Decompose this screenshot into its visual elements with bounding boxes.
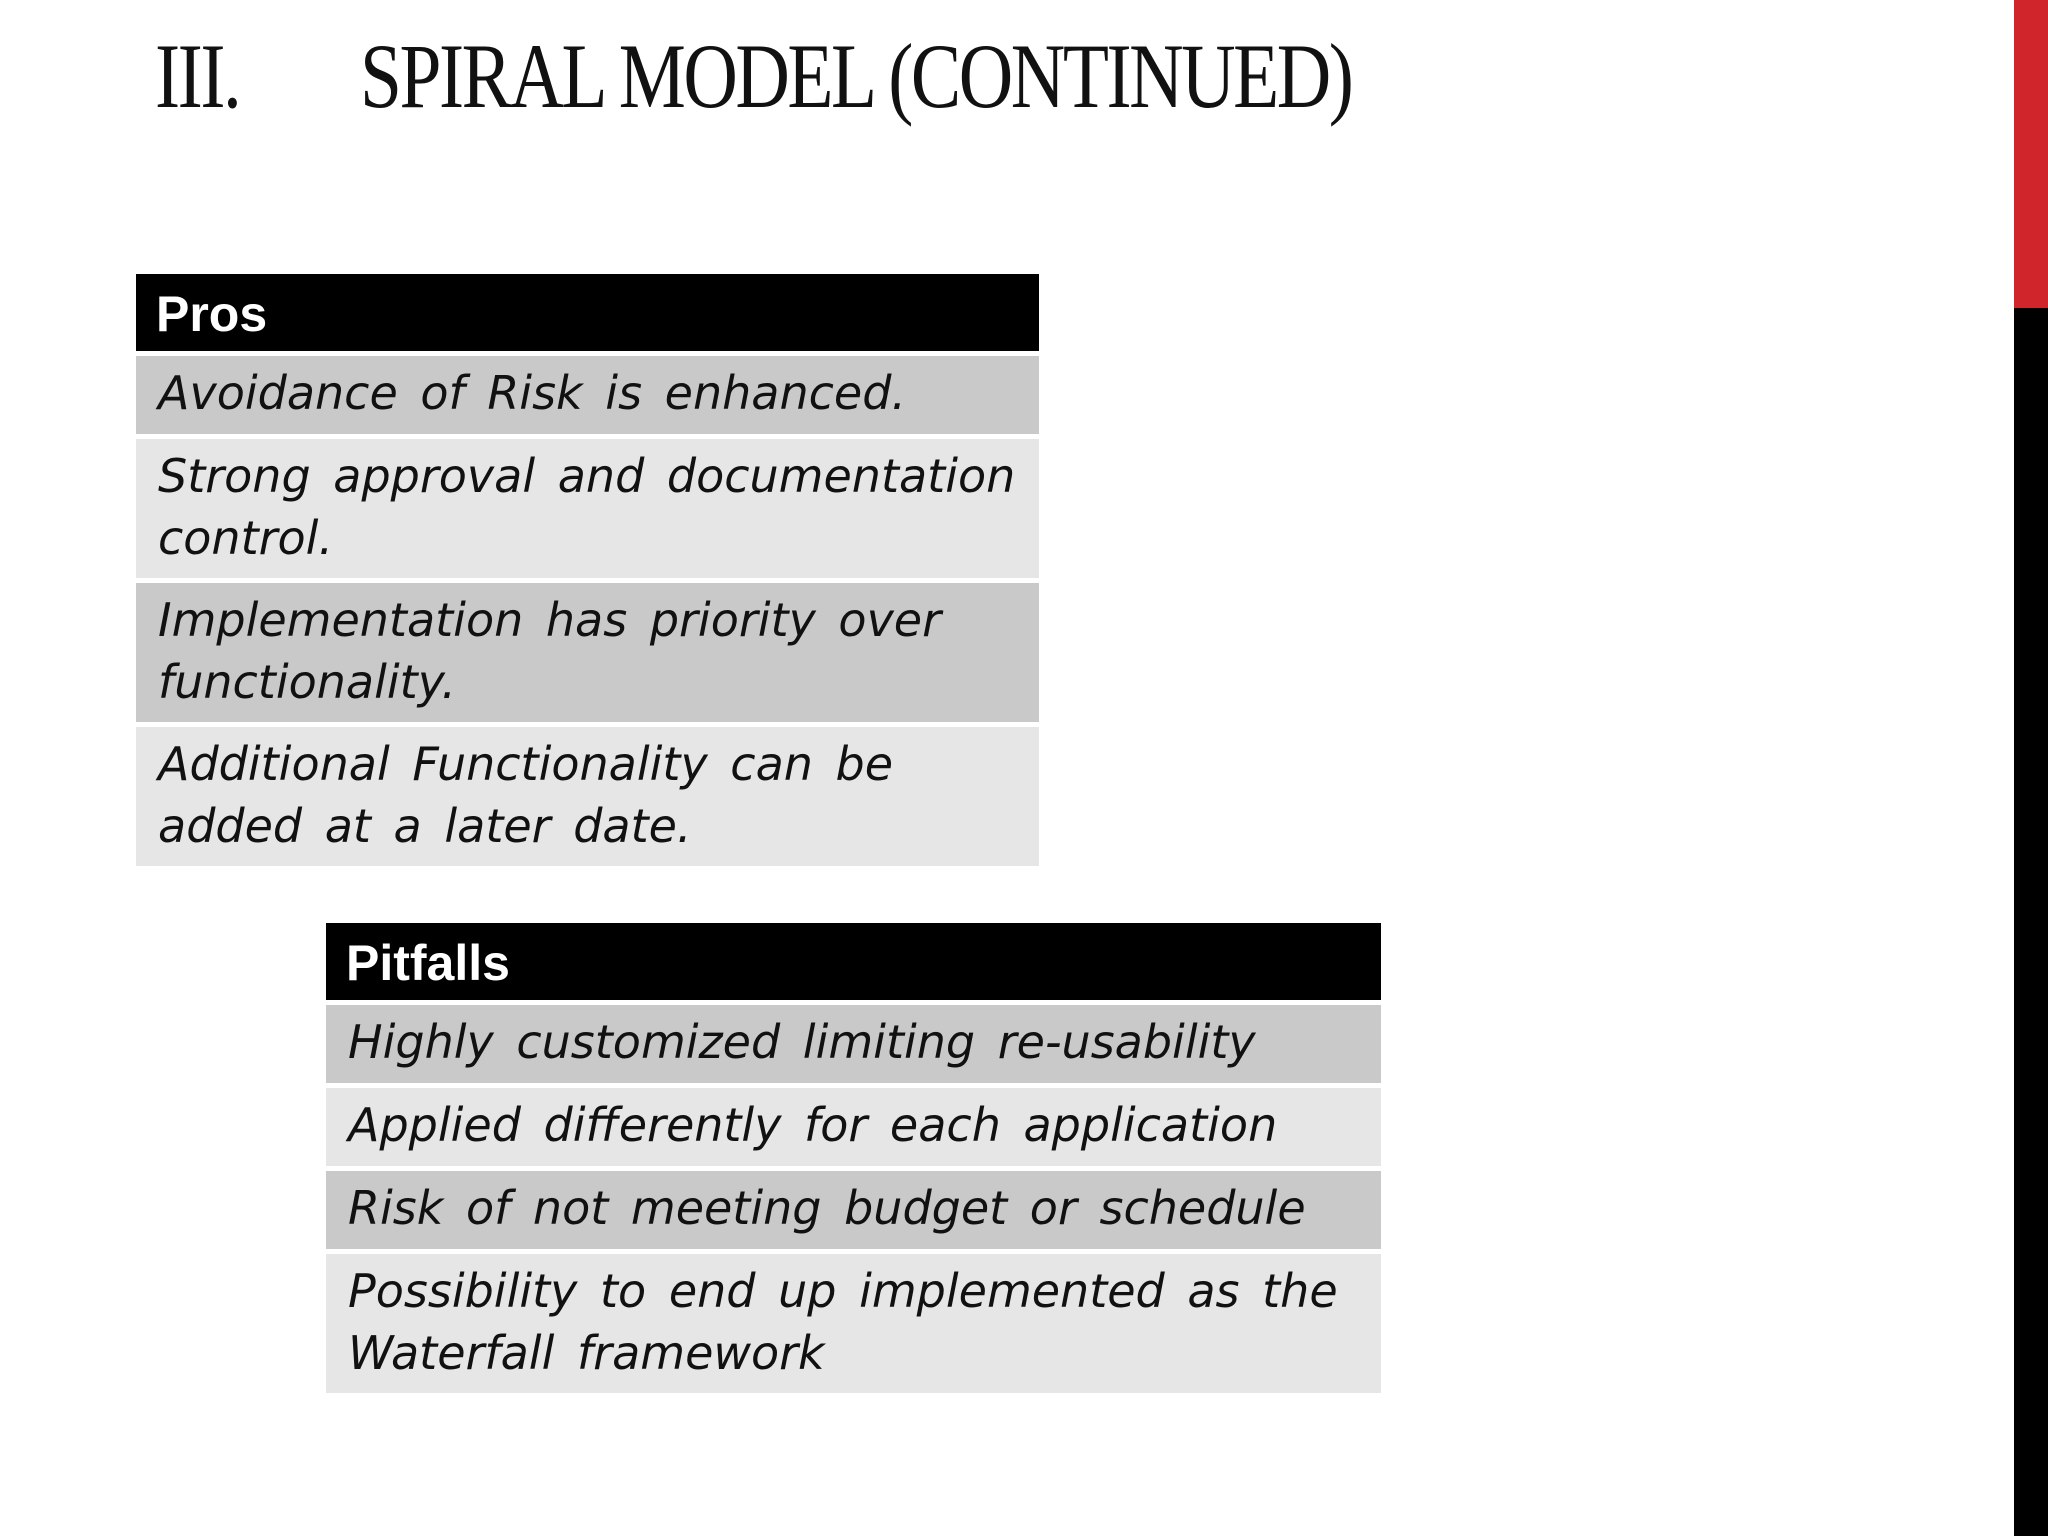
- slide-number: III.: [155, 25, 240, 127]
- side-accent-bar: [2014, 0, 2048, 308]
- pitfalls-row: Risk of not meeting budget or schedule: [326, 1171, 1381, 1249]
- pitfalls-table: [326, 923, 1381, 1393]
- slide-title-text: SPIRAL MODEL (CONTINUED): [360, 25, 1352, 127]
- pitfalls-row: Highly customized limiting re-usability: [326, 1005, 1381, 1083]
- pitfalls-row: Applied differently for each application: [326, 1088, 1381, 1166]
- pitfalls-row: Possibility to end up implemented as the Waterfall framework: [326, 1254, 1381, 1393]
- slide-title: [155, 25, 1352, 127]
- pros-row: Strong approval and documentation control.: [136, 439, 1039, 578]
- pitfalls-table-header: Pitfalls: [326, 923, 1381, 1000]
- pros-row: Avoidance of Risk is enhanced.: [136, 356, 1039, 434]
- pros-row: Additional Functionality can be added at a later date.: [136, 727, 1039, 866]
- pros-table-header: Pros: [136, 274, 1039, 351]
- pros-table: [136, 274, 1039, 866]
- pros-row: Implementation has priority over functionality.: [136, 583, 1039, 722]
- side-decoration-bar: [2014, 0, 2048, 1536]
